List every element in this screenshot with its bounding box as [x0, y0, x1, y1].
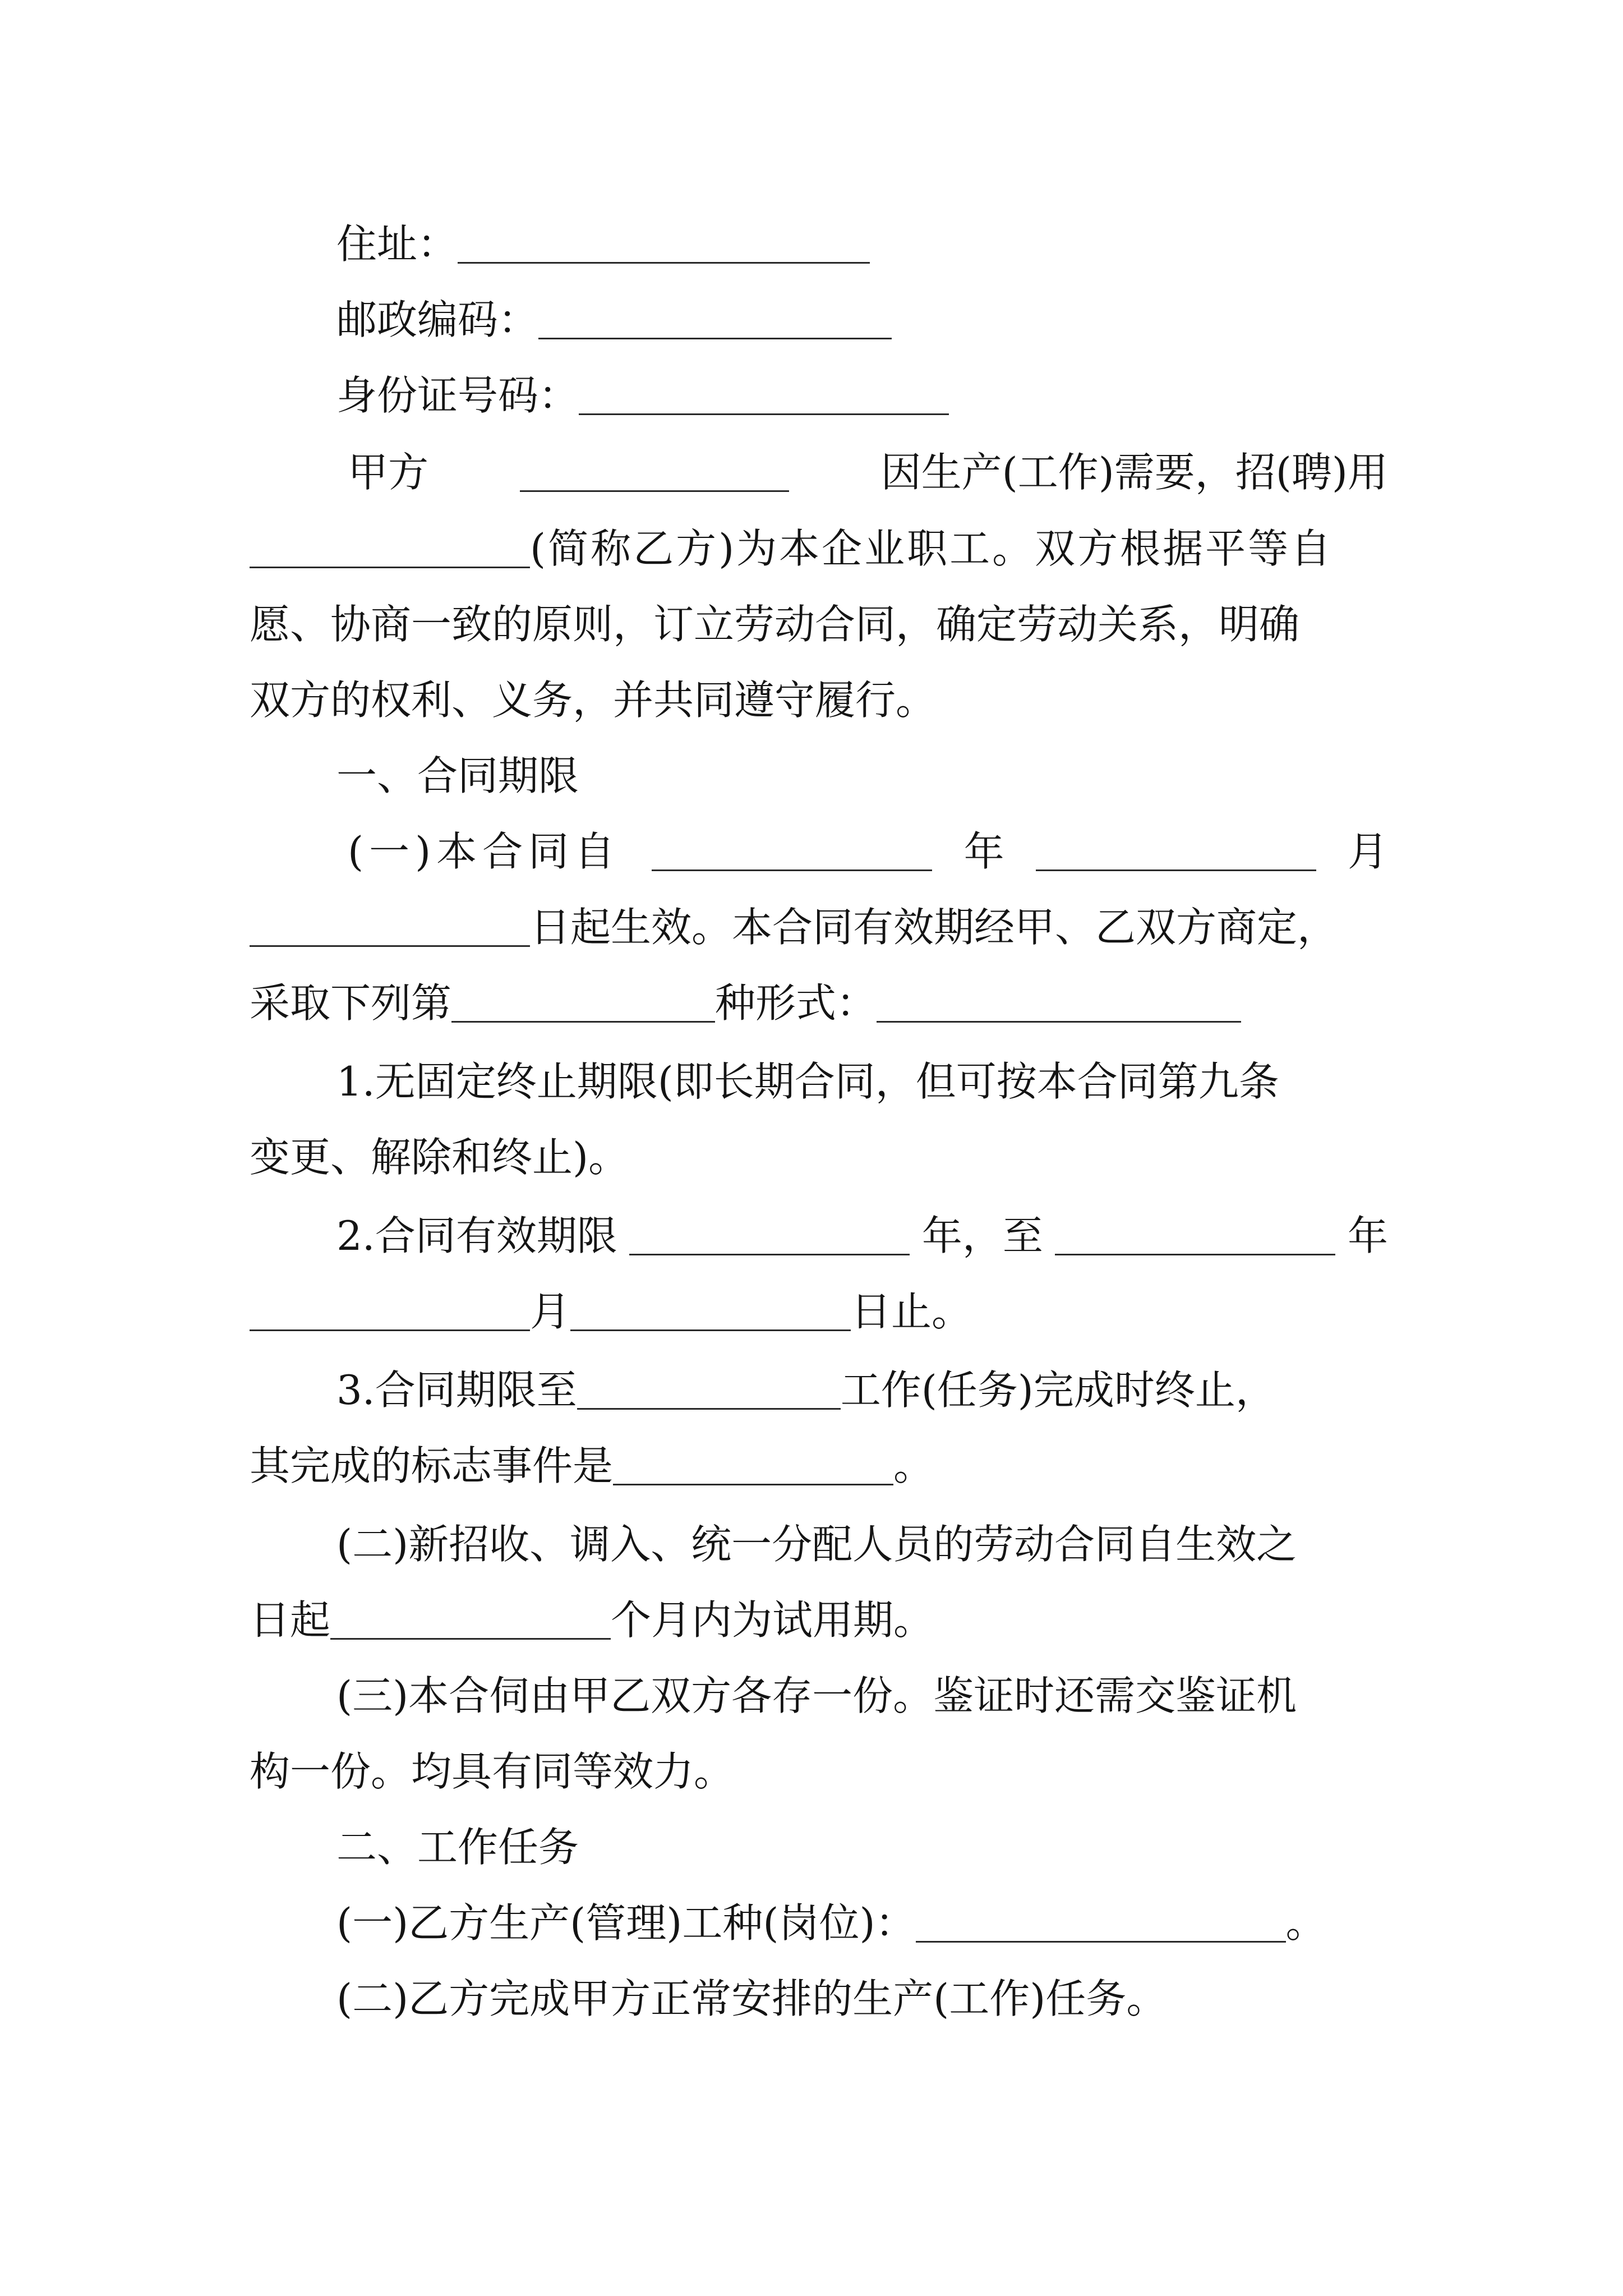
year-label: 年 — [963, 828, 1004, 875]
item-2-line-1 — [336, 1202, 1388, 1269]
intro-line-2 — [250, 515, 1388, 582]
s1-clause-1-line-1 — [348, 818, 1388, 885]
s1-clause-2-line-1: (二)新招收、调入、统一分配人员的劳动合同自生效之 — [336, 1521, 1297, 1568]
postal-code-blank[interactable] — [538, 301, 892, 339]
s1-clause-1-text: (一)本合同自 — [348, 828, 621, 875]
start-month-blank[interactable] — [1036, 832, 1316, 871]
item-2-month: 月 — [530, 1288, 571, 1335]
s1-clause-2-prefix: 日起 — [250, 1596, 331, 1644]
completion-event-blank[interactable] — [613, 1447, 893, 1485]
s1-clause-1-text-2: 日起生效。本合同有效期经甲、乙双方商定， — [530, 904, 1338, 951]
item-2-year: 年 — [1347, 1212, 1388, 1259]
s1-clause-3-line-2: 构一份。均具有同等效力。 — [250, 1748, 735, 1795]
postal-code-line — [336, 286, 1475, 353]
form-number-blank[interactable] — [451, 984, 715, 1023]
form-choice-label: 采取下列第 — [250, 979, 452, 1027]
s2-clause-1-text: (一)乙方生产(管理)工种(岗位)： — [336, 1899, 916, 1947]
start-year-blank[interactable] — [652, 832, 932, 871]
term-start-year-blank[interactable] — [629, 1217, 910, 1255]
address-blank[interactable] — [458, 225, 870, 264]
intro-line-3: 愿、协商一致的原则，订立劳动合同，确定劳动关系，明确 — [250, 601, 1300, 648]
item-3-end: 。 — [893, 1442, 934, 1489]
section-2-title: 二、工作任务 — [336, 1824, 579, 1871]
s1-clause-1-line-2 — [250, 894, 1388, 961]
s1-clause-2-suffix: 个月内为试用期。 — [611, 1596, 934, 1644]
s1-clause-1-line-3 — [250, 969, 1388, 1037]
item-2-text: 2.合同有效期限 — [336, 1212, 617, 1259]
term-end-month-blank[interactable] — [250, 1292, 530, 1331]
intro-party-a: 甲方 — [348, 449, 429, 496]
s2-clause-2: (二)乙方完成甲方正常安排的生产(工作)任务。 — [336, 1975, 1167, 2022]
s2-clause-1-end: 。 — [1285, 1899, 1326, 1947]
item-3-line-2 — [250, 1432, 1388, 1499]
term-end-day-blank[interactable] — [570, 1292, 851, 1331]
party-b-name-blank[interactable] — [250, 530, 530, 568]
task-blank[interactable] — [577, 1371, 841, 1410]
item-3-line-1 — [336, 1356, 1388, 1424]
s2-clause-1 — [336, 1889, 1413, 1957]
item-1-line-1: 1.无固定终止期限(即长期合同，但可按本合同第九条 — [336, 1058, 1279, 1105]
id-number-line — [336, 362, 1475, 429]
item-2-end: 日止。 — [851, 1288, 972, 1335]
term-end-year-blank[interactable] — [1055, 1217, 1335, 1255]
id-number-label: 身份证号码： — [336, 372, 579, 419]
id-number-blank[interactable] — [579, 376, 949, 415]
form-type-blank[interactable] — [877, 984, 1241, 1023]
s1-clause-3-line-1: (三)本合伺由甲乙双方各存一份。鉴证时还需交鉴证机 — [336, 1672, 1297, 1719]
section-1-title: 一、合同期限 — [336, 752, 579, 799]
intro-text-2: (简称乙方)为本企业职工。双方根据平等自 — [530, 525, 1334, 572]
item-2-line-2 — [250, 1278, 1388, 1345]
postal-code-label: 邮政编码： — [336, 296, 539, 343]
start-day-blank[interactable] — [250, 908, 530, 947]
item-3-text-2: 工作(任务)完成时终止， — [840, 1366, 1276, 1414]
intro-text-1: 因生产(工作)需要，招(聘)用 — [880, 449, 1388, 496]
intro-line-1 — [348, 439, 1388, 506]
form-choice-suffix: 种形式： — [715, 979, 877, 1027]
item-3-text: 3.合同期限至 — [336, 1366, 577, 1414]
item-1-line-2: 变更、解除和终止)。 — [250, 1134, 629, 1181]
job-position-blank[interactable] — [916, 1904, 1286, 1943]
month-label: 月 — [1347, 828, 1388, 875]
party-a-blank[interactable] — [520, 453, 789, 492]
address-line — [336, 210, 1475, 278]
item-2-year-to: 年，至 — [921, 1212, 1043, 1259]
probation-months-blank[interactable] — [330, 1601, 611, 1640]
s1-clause-2-line-2 — [250, 1586, 1388, 1654]
item-3-text-3: 其完成的标志事件是 — [250, 1442, 614, 1489]
intro-line-4: 双方的权利、义务，并共同遵守履行。 — [250, 677, 937, 724]
address-label: 住址： — [336, 220, 458, 268]
